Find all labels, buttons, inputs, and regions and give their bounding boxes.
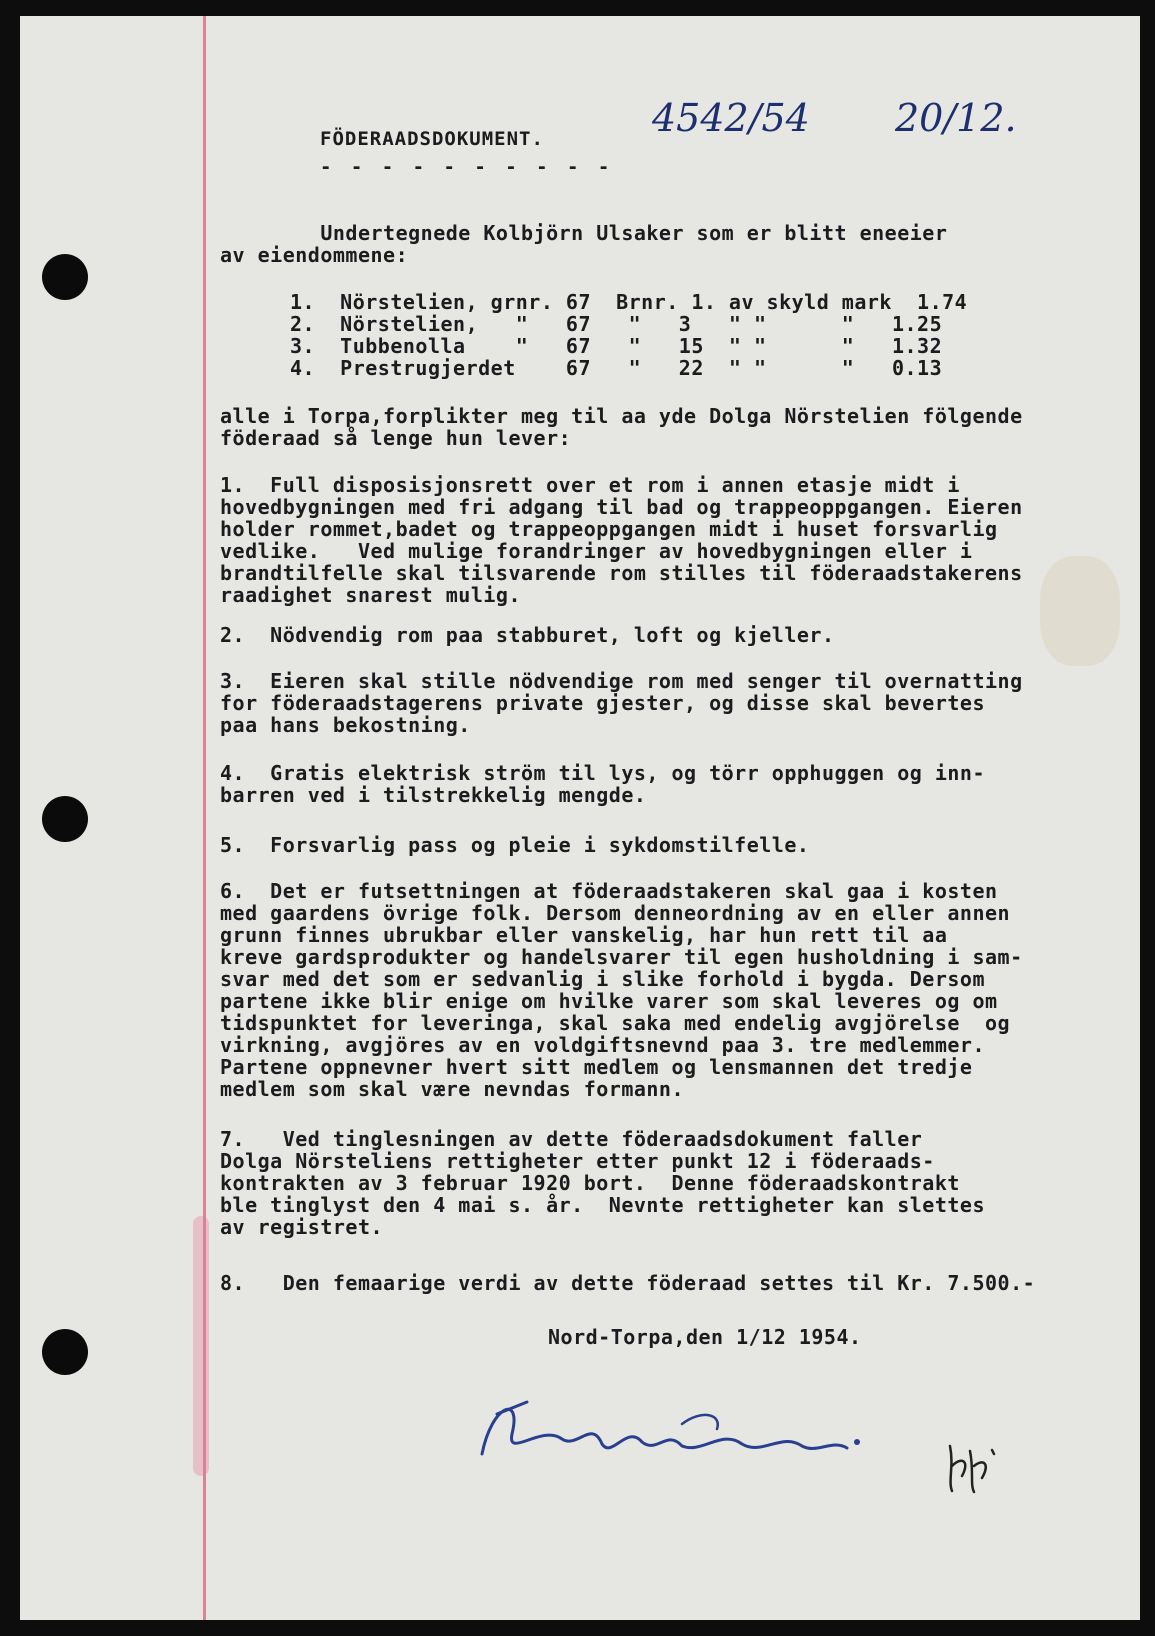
text-line: 4. Gratis elektrisk ström til lys, og törr opphuggen og inn- xyxy=(220,761,986,785)
punch-hole-middle xyxy=(42,796,88,842)
text-line: av registret. xyxy=(220,1215,384,1239)
obligation-paragraph xyxy=(220,405,1023,449)
text-line: paa hans bekostning. xyxy=(220,713,471,737)
text-line: 7. Ved tinglesningen av dette föderaadsdokument faller xyxy=(220,1127,923,1151)
text-line: svar med det som er sedvanlig i slike forhold i bygda. Dersom xyxy=(220,967,986,991)
text-line: 8. Den femaarige verdi av dette föderaad settes til Kr. 7.500.- xyxy=(220,1271,1036,1295)
text-line: holder rommet,badet og trappeoppgangen midt i huset forsvarlig xyxy=(220,517,998,541)
margin-smudge xyxy=(193,1216,209,1476)
text-line: Dolga Nörsteliens rettigheter etter punkt 12 i föderaads- xyxy=(220,1149,935,1173)
item-4 xyxy=(220,762,985,806)
text-line: partene ikke blir enige om hvilke varer som skal leveres og om xyxy=(220,989,998,1013)
item-2 xyxy=(220,624,835,646)
intro-line: av eiendommene: xyxy=(220,243,409,267)
text-line: raadighet snarest mulig. xyxy=(220,583,521,607)
text-line: vedlike. Ved mulige forandringer av hovedbygningen eller i xyxy=(220,539,973,563)
intro-line: Undertegnede Kolbjörn Ulsaker som er blitt eneeier xyxy=(220,221,948,245)
text-line: tidspunktet for leveringa, skal saka med endelig avgjörelse og xyxy=(220,1011,1011,1035)
text-line: Partene oppnevner hvert sitt medlem og lensmannen det tredje xyxy=(220,1055,973,1079)
text-line: 2. Nödvendig rom paa stabburet, loft og kjeller. xyxy=(220,623,835,647)
document-title: FÖDERAADSDOKUMENT. xyxy=(320,128,544,150)
item-7 xyxy=(220,1128,985,1238)
text-line: grunn finnes ubrukbar eller vanskelig, har hun rett til aa xyxy=(220,923,948,947)
handwritten-reference: 4542/54 xyxy=(652,96,810,140)
handwritten-date: 20/12. xyxy=(895,96,1017,140)
paper-stain xyxy=(1040,556,1120,666)
title-underline: - - - - - - - - - - xyxy=(320,156,614,178)
property-row: 3. Tubbenolla " 67 " 15 " " " 1.32 xyxy=(290,334,943,358)
text-line: 1. Full disposisjonsrett over et rom i annen etasje midt i xyxy=(220,473,960,497)
property-row: 2. Nörstelien, " 67 " 3 " " " 1.25 xyxy=(290,312,943,336)
item-1 xyxy=(220,474,1023,606)
item-5 xyxy=(220,834,809,856)
punch-hole-bottom xyxy=(42,1329,88,1375)
text-line: kontrakten av 3 februar 1920 bort. Denne föderaadskontrakt xyxy=(220,1171,960,1195)
document-page xyxy=(20,16,1140,1620)
intro-paragraph xyxy=(220,222,947,266)
text-line: virkning, avgjöres av en voldgiftsnevnd paa 3. tre medlemmer. xyxy=(220,1033,986,1057)
signature-graphic xyxy=(452,1384,872,1480)
text-line: föderaad så lenge hun lever: xyxy=(220,426,572,450)
item-6 xyxy=(220,880,1023,1100)
text-line: for föderaadstagerens private gjester, og disse skal bevertes xyxy=(220,691,986,715)
property-row: 1. Nörstelien, grnr. 67 Brnr. 1. av skyld mark 1.74 xyxy=(290,290,968,314)
text-line: 3. Eieren skal stille nödvendige rom med senger til overnatting xyxy=(220,669,1023,693)
initials-graphic xyxy=(940,1436,1000,1496)
text-line: brandtilfelle skal tilsvarende rom stilles til föderaadstakerens xyxy=(220,561,1023,585)
property-row: 4. Prestrugjerdet 67 " 22 " " " 0.13 xyxy=(290,356,943,380)
place-and-date: Nord-Torpa,den 1/12 1954. xyxy=(548,1325,862,1349)
text-line: medlem som skal være nevndas formann. xyxy=(220,1077,685,1101)
text-line: 5. Forsvarlig pass og pleie i sykdomstilfelle. xyxy=(220,833,810,857)
text-line: kreve gardsprodukter og handelsvarer til egen husholdning i sam- xyxy=(220,945,1023,969)
text-line: hovedbygningen med fri adgang til bad og trappeoppgangen. Eieren xyxy=(220,495,1023,519)
punch-hole-top xyxy=(42,254,88,300)
property-list xyxy=(290,291,967,379)
item-8 xyxy=(220,1272,1035,1294)
text-line: alle i Torpa,forplikter meg til aa yde Dolga Nörstelien fölgende xyxy=(220,404,1023,428)
text-line: ble tinglyst den 4 mai s. år. Nevnte rettigheter kan slettes xyxy=(220,1193,986,1217)
text-line: barren ved i tilstrekkelig mengde. xyxy=(220,783,647,807)
item-3 xyxy=(220,670,1023,736)
text-line: med gaardens övrige folk. Dersom denneordning av en eller annen xyxy=(220,901,1011,925)
text-line: 6. Det er futsettningen at föderaadstakeren skal gaa i kosten xyxy=(220,879,998,903)
